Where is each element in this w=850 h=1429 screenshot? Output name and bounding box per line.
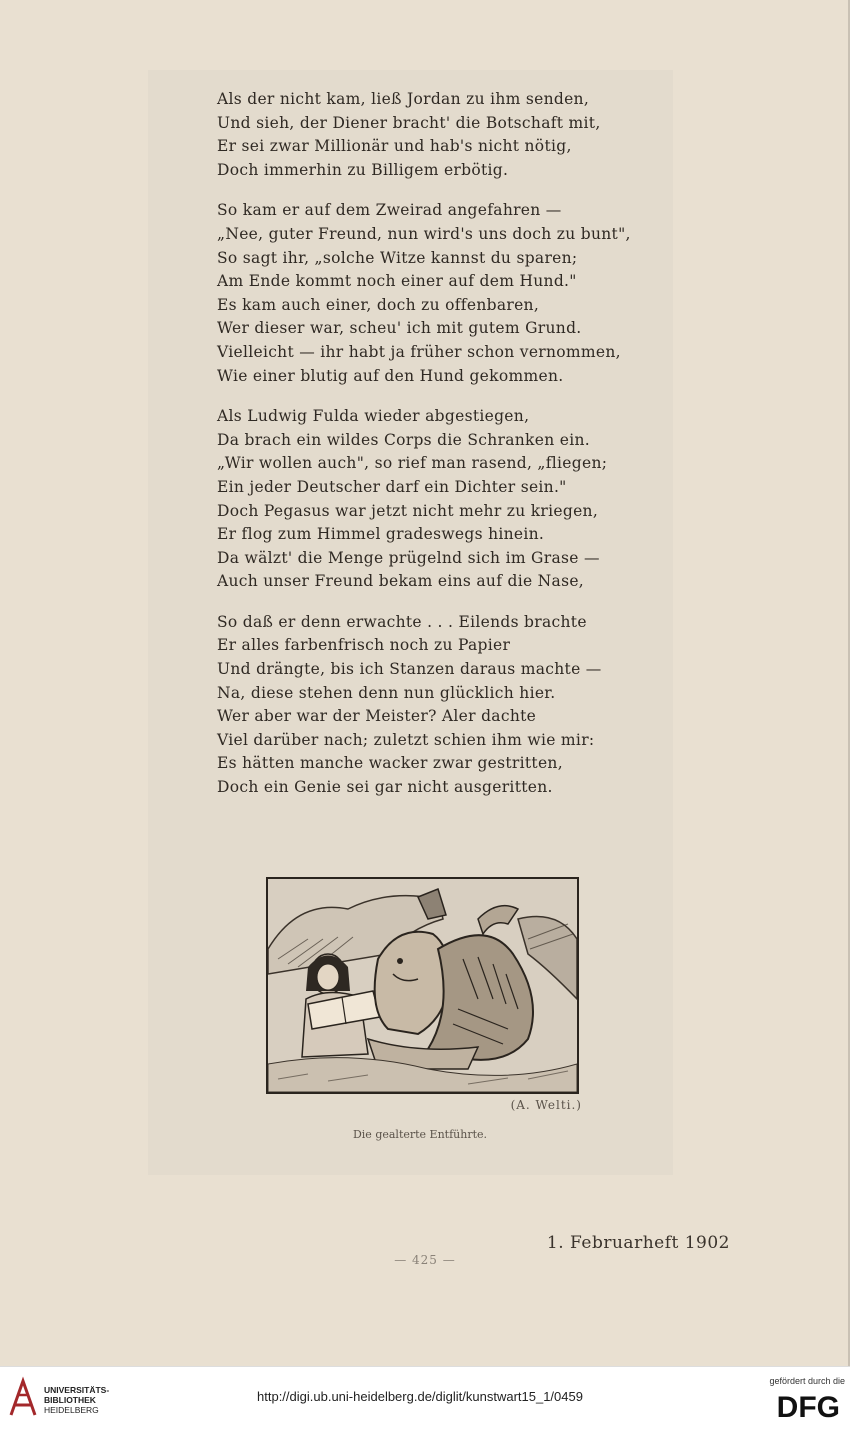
library-name-line: HEIDELBERG [44, 1405, 99, 1415]
poem-line: „Nee, guter Freund, nun wird's uns doch zu bunt", [217, 224, 631, 243]
poem-line: Auch unser Freund bekam eins auf die Nase, [217, 572, 585, 591]
poem-stanza [217, 611, 667, 800]
poem-line: So daß er denn erwachte . . . Eilends brachte [217, 612, 587, 631]
poem-text [217, 88, 667, 817]
poem-line: Er alles farbenfrisch noch zu Papier [217, 636, 511, 655]
poem-line: Viel darüber nach; zuletzt schien ihm wie mir: [217, 730, 595, 749]
poem-line: Wer dieser war, scheu' ich mit gutem Grund. [217, 319, 582, 338]
funded-by-text: gefördert durch die [769, 1376, 845, 1386]
poem-line: Doch ein Genie sei gar nicht ausgeritten. [217, 778, 553, 797]
poem-line: Wer aber war der Meister? Aler dachte [217, 707, 537, 726]
poem-line: „Wir wollen auch", so rief man rasend, „fliegen; [217, 454, 608, 473]
poem-line: Als der nicht kam, ließ Jordan zu ihm senden, [217, 90, 590, 108]
library-logo-icon [8, 1375, 38, 1421]
poem-stanza [217, 88, 667, 182]
viewer-footer [0, 1366, 850, 1429]
poem-line: Er flog zum Himmel gradeswegs hinein. [217, 525, 545, 544]
poem-line: Er sei zwar Millionär und hab's nicht nötig, [217, 137, 572, 156]
illustration-credit: (A. Welti.) [510, 1098, 582, 1112]
poem-line: Wie einer blutig auf den Hund gekommen. [217, 366, 564, 385]
illustration [266, 877, 579, 1094]
poem-line: Am Ende kommt noch einer auf dem Hund." [217, 272, 577, 291]
poem-line: Doch Pegasus war jetzt nicht mehr zu kriegen, [217, 501, 599, 520]
poem-line: Doch immerhin zu Billigem erbötig. [217, 160, 509, 179]
illustration-caption: Die gealterte Entführte. [352, 1128, 488, 1141]
library-name [44, 1385, 109, 1415]
issue-label: 1. Februarheft 1902 [546, 1233, 730, 1253]
poem-line: Es kam auch einer, doch zu offenbaren, [217, 295, 540, 314]
illustration-drawing [268, 879, 577, 1092]
poem-line: So sagt ihr, „solche Witze kannst du sparen; [217, 248, 578, 267]
library-name-line: UNIVERSITÄTS- [44, 1385, 110, 1395]
poem-line: Als Ludwig Fulda wieder abgestiegen, [217, 407, 530, 426]
page-url-link[interactable]: http://digi.ub.uni-heidelberg.de/diglit/kunstwart15_1/0459 [257, 1389, 583, 1404]
poem-line: Da brach ein wildes Corps die Schranken ein. [217, 430, 590, 449]
poem-line: Vielleicht — ihr habt ja früher schon vernommen, [217, 342, 621, 361]
poem-line: So kam er auf dem Zweirad angefahren — [217, 201, 562, 220]
poem-line: Und sieh, der Diener bracht' die Botschaft mit, [217, 113, 601, 132]
poem-line: Na, diese stehen denn nun glücklich hier. [217, 683, 556, 702]
page-number: — 425 — [394, 1253, 456, 1267]
library-name-line: BIBLIOTHEK [44, 1395, 96, 1405]
poem-line: Und drängte, bis ich Stanzen daraus machte — [217, 660, 602, 679]
poem-stanza [217, 405, 667, 594]
dfg-logo-icon [752, 1389, 842, 1421]
dfg-logo-text: DFG [776, 1391, 840, 1421]
poem-line: Da wälzt' die Menge prügelnd sich im Grase — [217, 548, 600, 567]
poem-line: Es hätten manche wacker zwar gestritten, [217, 754, 563, 773]
poem-stanza [217, 199, 667, 388]
poem-line: Ein jeder Deutscher darf ein Dichter sein." [217, 477, 567, 496]
